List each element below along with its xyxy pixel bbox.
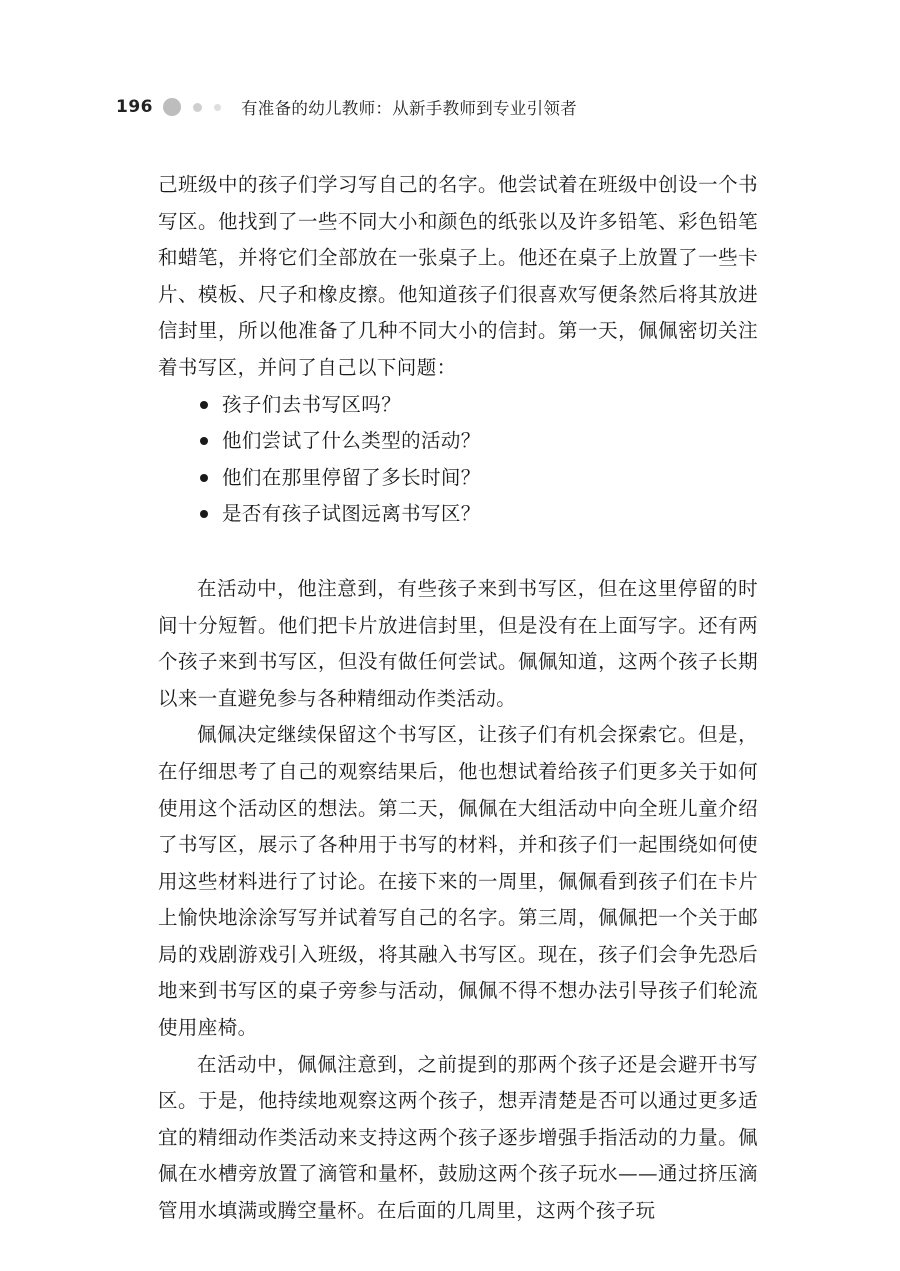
paragraph-1: 己班级中的孩子们学习写自己的名字。他尝试着在班级中创设一个书写区。他找到了一些不同大小和颜色的纸张以及许多铅笔、彩色铅笔和蜡笔，并将它们全部放在一张桌子上。他还在桌子上放置了一些卡片、模板、尺子和橡皮擦。他知道孩子们很喜欢写便条然后将其放进信封里，所以他准备了几种不同大小的信封。第一天，佩佩密切关注着书写区，并问了自己以下问题： [158, 173, 758, 379]
question-text: 他们尝试了什么类型的活动？ [222, 429, 481, 453]
dot-medium-icon [193, 103, 202, 112]
page-body [158, 167, 758, 1230]
question-text: 孩子们去书写区吗？ [222, 392, 402, 416]
dot-large-icon [163, 98, 181, 116]
question-text: 他们在那里停留了多长时间？ [222, 465, 481, 489]
question-item [200, 387, 758, 424]
section-gap [158, 533, 758, 571]
running-header [116, 92, 577, 122]
question-item [200, 460, 758, 497]
question-list [158, 387, 758, 533]
paragraph-4: 在活动中，佩佩注意到，之前提到的那两个孩子还是会避开书写区。于是，他持续地观察这两个孩子，想弄清楚是否可以通过更多适宜的精细动作类活动来支持这两个孩子逐步增强手指活动的力量。佩佩在水槽旁放置了滴管和量杯，鼓励这两个孩子玩水——通过挤压滴管用水填满或腾空量杯。在后面的几周里，这两个孩子玩 [158, 1052, 758, 1223]
bullet-icon [200, 474, 208, 482]
bullet-icon [200, 437, 208, 445]
question-text: 是否有孩子试图远离书写区？ [222, 502, 481, 526]
paragraph-2: 在活动中，他注意到，有些孩子来到书写区，但在这里停留的时间十分短暂。他们把卡片放进信封里，但是没有在上面写字。还有两个孩子来到书写区，但没有做任何尝试。佩佩知道，这两个孩子长期以来一直避免参与各种精细动作类活动。 [158, 576, 758, 710]
bullet-icon [200, 510, 208, 518]
bullet-icon [200, 401, 208, 409]
paragraph-3: 佩佩决定继续保留这个书写区，让孩子们有机会探索它。但是，在仔细思考了自己的观察结果后，他也想试着给孩子们更多关于如何使用这个活动区的想法。第二天，佩佩在大组活动中向全班儿童介绍了书写区，展示了各种用于书写的材料，并和孩子们一起围绕如何使用这些材料进行了讨论。在接下来的一周里，佩佩看到孩子们在卡片上愉快地涂涂写写并试着写自己的名字。第三周，佩佩把一个关于邮局的戏剧游戏引入班级，将其融入书写区。现在，孩子们会争先恐后地来到书写区的桌子旁参与活动，佩佩不得不想办法引导孩子们轮流使用座椅。 [158, 723, 758, 1040]
decorative-dots [163, 98, 233, 116]
book-title: 有准备的幼儿教师：从新手教师到专业引领者 [241, 99, 577, 118]
question-item [200, 496, 758, 533]
page-number: 196 [116, 97, 153, 117]
dot-small-icon [214, 104, 221, 111]
question-item [200, 423, 758, 460]
